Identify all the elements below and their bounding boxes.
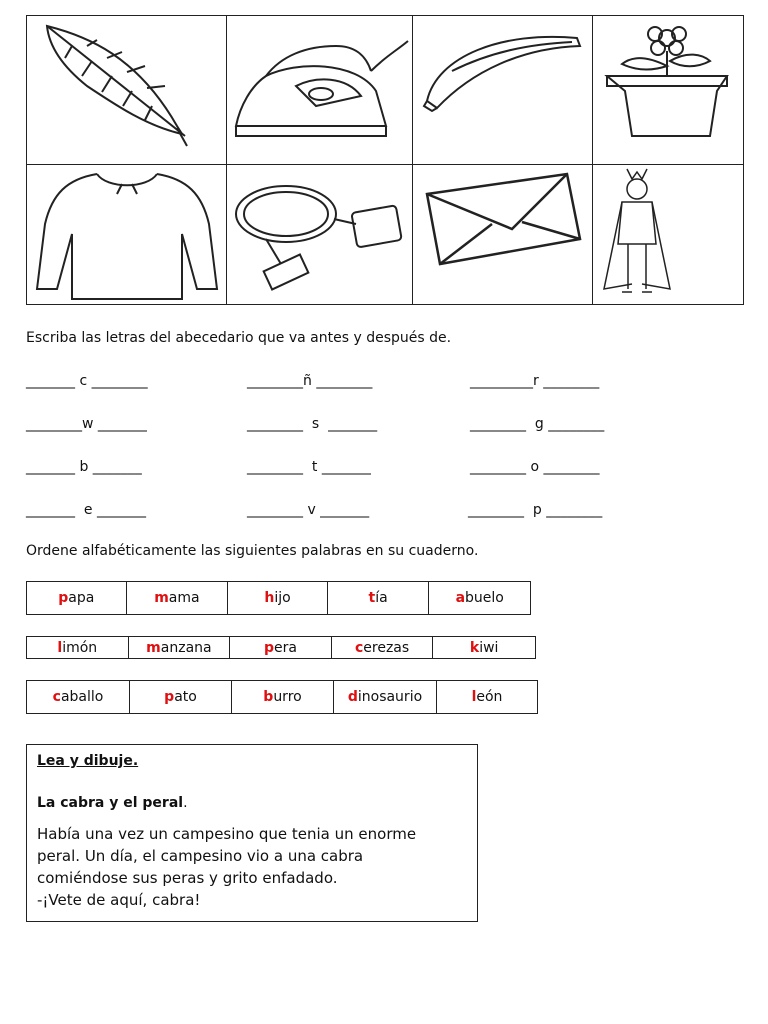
story-title-period: . <box>183 795 188 811</box>
word-rest: anzana <box>160 639 212 656</box>
word-row <box>26 680 538 714</box>
letter-blank[interactable]: ________ o ________ <box>470 459 600 475</box>
banana-picture <box>412 16 592 164</box>
initial-letter: d <box>347 689 358 705</box>
word-row <box>26 636 536 659</box>
flower-pot-picture <box>592 16 743 164</box>
initial-letter: p <box>164 689 175 705</box>
word-cell <box>429 582 530 614</box>
word-rest: iwi <box>479 639 499 656</box>
initial-letter: l <box>471 689 477 705</box>
word-cell <box>27 681 130 713</box>
story-line: -¡Vete de aquí, cabra! <box>37 891 201 909</box>
feather-picture <box>27 16 226 164</box>
order-prompt: Ordene alfabéticamente las siguientes palabras en su cuaderno. <box>26 543 479 559</box>
letter-blank[interactable]: _______ e _______ <box>26 502 146 518</box>
reading-instruction: Lea y dibuje. <box>37 753 139 769</box>
word-cell <box>232 681 334 713</box>
word-cell <box>437 681 537 713</box>
letter-blank[interactable]: ________ñ ________ <box>247 373 373 389</box>
word-rest: eón <box>476 689 503 705</box>
word-rest: erezas <box>363 639 410 656</box>
word-cell <box>129 637 231 658</box>
prince-picture <box>592 164 743 304</box>
alphabet-prompt: Escriba las letras del abecedario que va antes y después de. <box>26 330 452 346</box>
word-rest: apa <box>68 590 95 606</box>
word-cell <box>27 582 127 614</box>
initial-letter: b <box>263 689 274 705</box>
picture-grid <box>26 15 744 305</box>
word-cell <box>127 582 229 614</box>
letter-blank[interactable]: ________ t _______ <box>247 459 371 475</box>
story-title <box>37 795 188 811</box>
word-rest: ato <box>174 689 197 705</box>
word-cell <box>228 582 328 614</box>
reading-box <box>26 744 478 922</box>
letter-blank[interactable]: ________ g ________ <box>470 416 605 432</box>
letter-blank[interactable]: _______ b _______ <box>26 459 142 475</box>
story-text <box>37 823 467 911</box>
word-rest: inosaurio <box>357 689 423 705</box>
story-line: Había una vez un campesino que tenia un enorme <box>37 825 417 843</box>
letter-blank[interactable]: ________w _______ <box>26 416 147 432</box>
word-rest: ijo <box>274 590 291 606</box>
word-cell <box>230 637 332 658</box>
word-rest: ama <box>168 590 200 606</box>
letter-blank[interactable]: ________ s _______ <box>247 416 378 432</box>
word-rest: ía <box>375 590 388 606</box>
initial-letter: h <box>264 590 275 606</box>
initial-letter: a <box>455 590 466 606</box>
word-rest: era <box>274 639 297 656</box>
word-cell <box>130 681 232 713</box>
word-row <box>26 581 531 615</box>
initial-letter: p <box>58 590 69 606</box>
initial-letter: m <box>154 590 169 606</box>
letter-blank[interactable]: _________r ________ <box>470 373 600 389</box>
word-cell <box>27 637 129 658</box>
initial-letter: k <box>469 639 480 656</box>
letter-blank[interactable]: ________ v _______ <box>247 502 370 518</box>
word-rest: urro <box>273 689 302 705</box>
word-cell <box>334 681 437 713</box>
letter-blank[interactable]: ________ p ________ <box>468 502 603 518</box>
iron-picture <box>226 16 412 164</box>
story-title-text: La cabra y el peral <box>37 795 184 811</box>
initial-letter: p <box>263 639 275 656</box>
initial-letter: c <box>52 689 61 705</box>
letter-blank[interactable]: _______ c ________ <box>26 373 148 389</box>
initial-letter: l <box>57 639 63 656</box>
initial-letter: c <box>354 639 364 656</box>
word-cell <box>433 637 535 658</box>
word-rest: buelo <box>465 590 504 606</box>
word-cell <box>328 582 430 614</box>
blouse-picture <box>27 164 226 304</box>
envelope-picture <box>412 164 592 304</box>
word-cell <box>332 637 434 658</box>
word-rest: aballo <box>60 689 104 705</box>
initial-letter: t <box>368 590 376 606</box>
story-line: peral. Un día, el campesino vio a una cabra <box>37 847 364 865</box>
cable-picture <box>226 164 412 304</box>
story-line: comiéndose sus peras y grito enfadado. <box>37 869 338 887</box>
word-rest: imón <box>62 639 98 656</box>
initial-letter: m <box>146 639 161 656</box>
